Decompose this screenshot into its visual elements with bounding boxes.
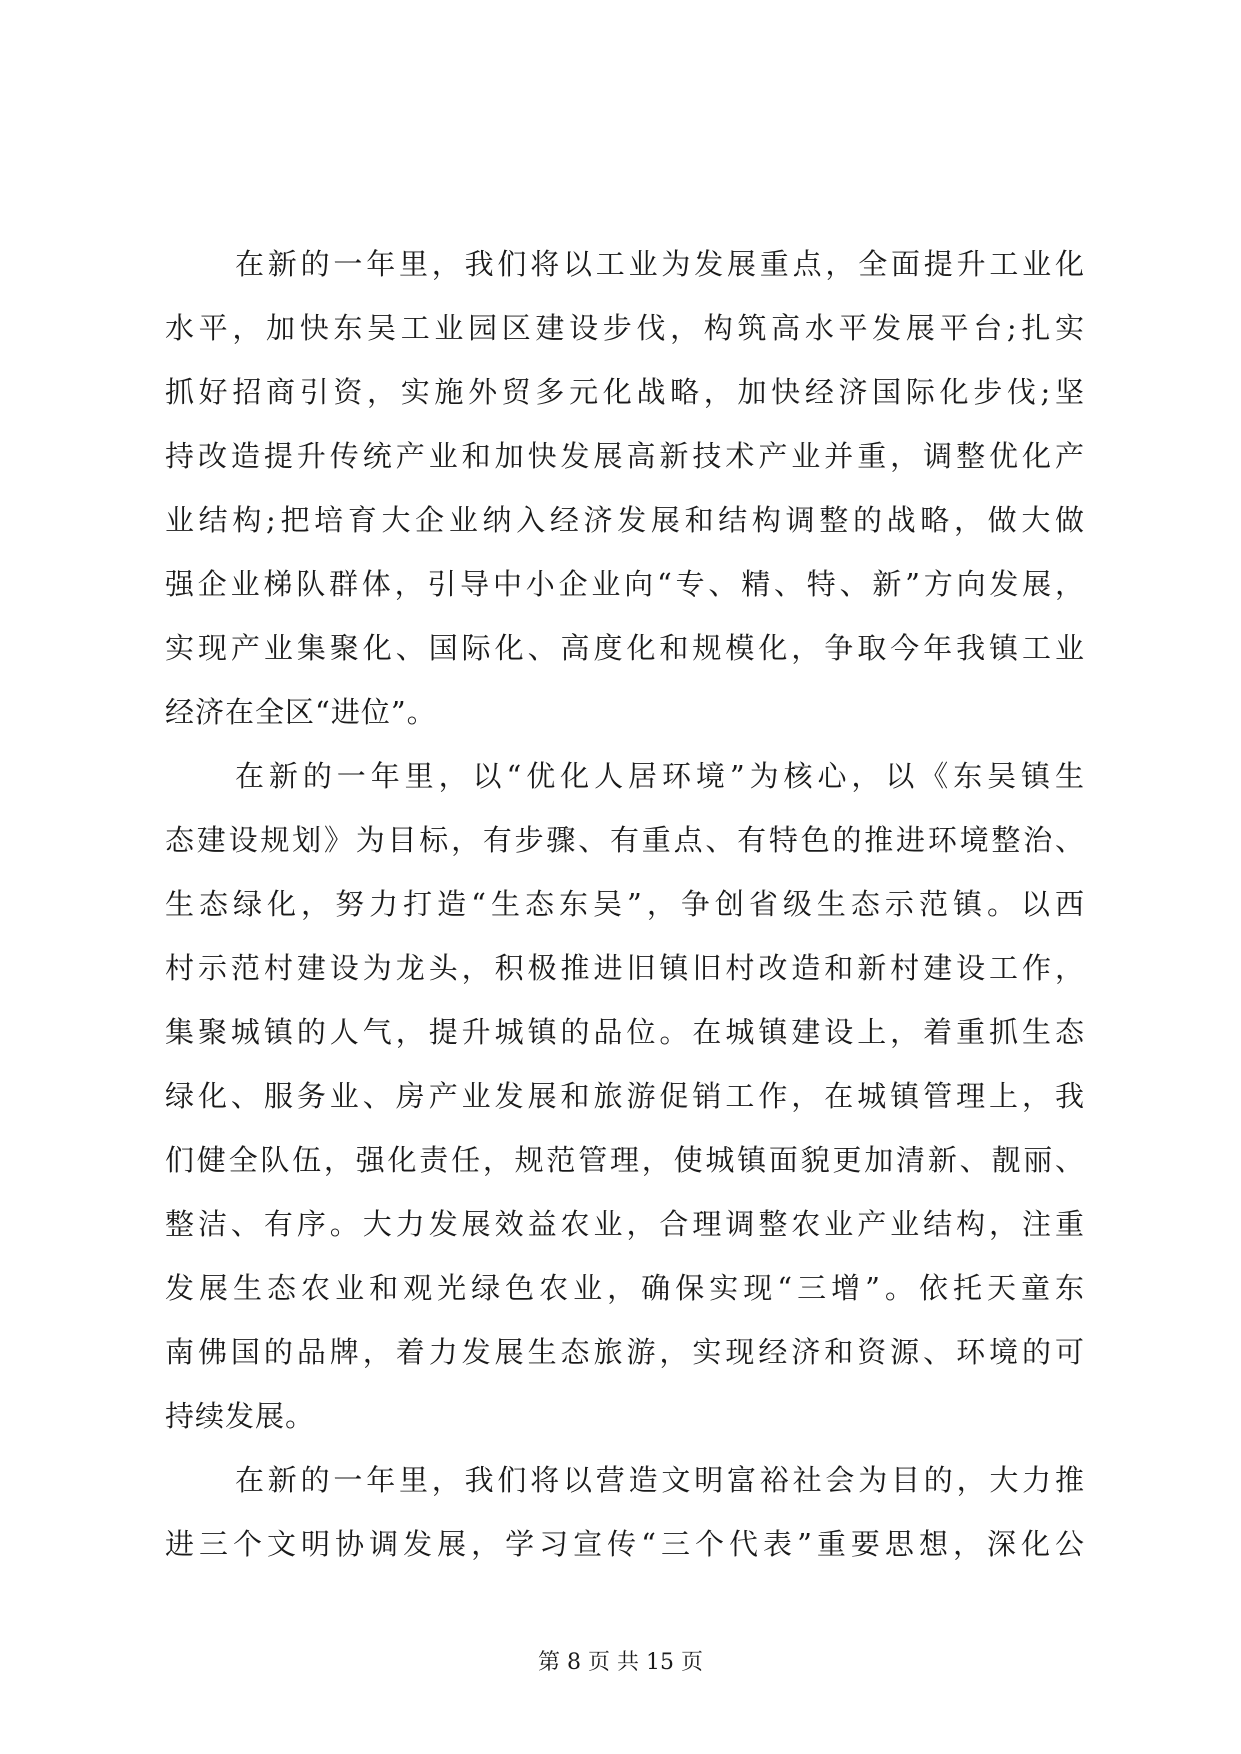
paragraph-2 bbox=[165, 744, 1085, 1448]
text-line: 在新的一年里，我们将以工业为发展重点，全面提升工业化 bbox=[235, 247, 1085, 281]
paragraph-3 bbox=[165, 1448, 1085, 1576]
text-line: 绿化、服务业、房产业发展和旅游促销工作，在城镇管理上，我 bbox=[165, 1079, 1085, 1113]
text-line: 经济在全区“进位”。 bbox=[165, 695, 437, 729]
text-line: 在新的一年里，以“优化人居环境”为核心，以《东吴镇生 bbox=[235, 759, 1085, 793]
text-line: 抓好招商引资，实施外贸多元化战略，加快经济国际化步伐;坚 bbox=[165, 375, 1085, 409]
text-line: 生态绿化，努力打造“生态东吴”，争创省级生态示范镇。以西 bbox=[165, 887, 1085, 921]
text-line: 水平，加快东吴工业园区建设步伐，构筑高水平发展平台;扎实 bbox=[165, 311, 1085, 345]
document-body bbox=[165, 232, 1085, 1576]
text-line: 强企业梯队群体，引导中小企业向“专、精、特、新”方向发展， bbox=[165, 567, 1085, 601]
text-line: 持续发展。 bbox=[165, 1399, 316, 1433]
text-line: 整洁、有序。大力发展效益农业，合理调整农业产业结构，注重 bbox=[165, 1207, 1085, 1241]
text-line: 业结构;把培育大企业纳入经济发展和结构调整的战略，做大做 bbox=[165, 503, 1085, 537]
text-line: 村示范村建设为龙头，积极推进旧镇旧村改造和新村建设工作， bbox=[165, 951, 1085, 985]
text-line: 态建设规划》为目标，有步骤、有重点、有特色的推进环境整治、 bbox=[165, 823, 1085, 857]
text-line: 发展生态农业和观光绿色农业，确保实现“三增”。依托天童东 bbox=[165, 1271, 1085, 1305]
text-line: 持改造提升传统产业和加快发展高新技术产业并重，调整优化产 bbox=[165, 439, 1085, 473]
text-line: 在新的一年里，我们将以营造文明富裕社会为目的，大力推 bbox=[235, 1463, 1085, 1497]
paragraph-1 bbox=[165, 232, 1085, 744]
text-line: 们健全队伍，强化责任，规范管理，使城镇面貌更加清新、靓丽、 bbox=[165, 1143, 1085, 1177]
text-line: 南佛国的品牌，着力发展生态旅游，实现经济和资源、环境的可 bbox=[165, 1335, 1085, 1369]
text-line: 集聚城镇的人气，提升城镇的品位。在城镇建设上，着重抓生态 bbox=[165, 1015, 1085, 1049]
text-line: 实现产业集聚化、国际化、高度化和规模化，争取今年我镇工业 bbox=[165, 631, 1085, 665]
text-line: 进三个文明协调发展，学习宣传“三个代表”重要思想，深化公 bbox=[165, 1527, 1085, 1561]
page-number-footer: 第 8 页 共 15 页 bbox=[538, 1650, 703, 1675]
